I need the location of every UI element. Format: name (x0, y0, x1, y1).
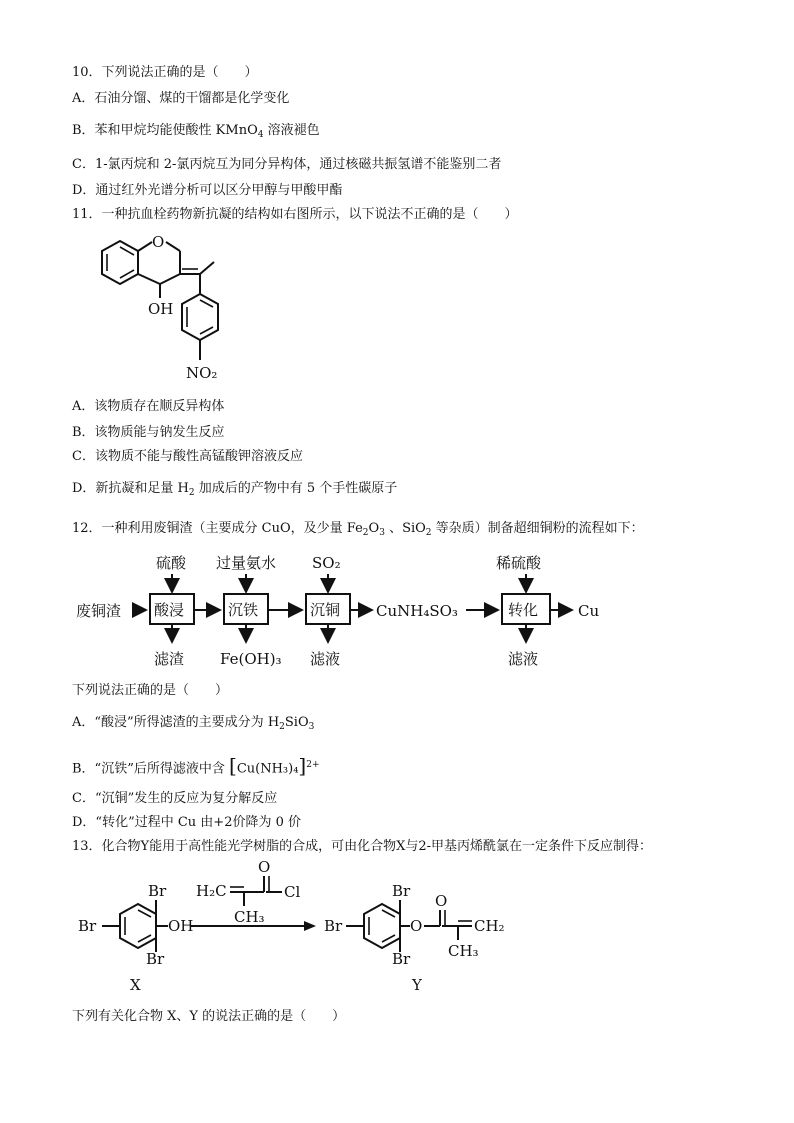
flow-in-1: 硫酸 (156, 554, 187, 572)
flow-step-3 (306, 554, 350, 668)
q12-option-c: C．“沉铜”发生的反应为复分解反应 (72, 791, 278, 806)
flow-in-2: 过量氨水 (216, 554, 277, 572)
q12-option-d: D．“转化”过程中 Cu 由+2价降为 0 价 (72, 815, 301, 830)
q11-o-label: O (152, 233, 165, 251)
q11-option-d: D．新抗凝和足量 $H_2$ 加成后的产物中有 5 个手性碳原子 (72, 481, 398, 498)
x-br-left: Br (78, 917, 97, 935)
x-oh: OH (168, 917, 194, 935)
q13-prompt: 下列有关化合物 X、Y 的说法正确的是（ ） (72, 1009, 346, 1024)
flow-in-4: 稀硫酸 (496, 554, 542, 572)
flow-box-4: 转化 (508, 601, 539, 619)
q12-stem: 12．一种利用废铜渣（主要成分 CuO，及少量 $Fe_2O_3$ 、SiO$_2$ 等杂质）制备超细铜粉的流程如下： (72, 521, 644, 538)
flow-box-1: 酸浸 (154, 601, 185, 619)
q11-structure (72, 226, 252, 396)
q10-option-d: D．通过红外光谱分析可以区分甲醇与甲酸甲酯 (72, 183, 343, 198)
flow-step-4 (496, 554, 550, 668)
flow-box-2: 沉铁 (228, 601, 259, 619)
flow-out-3: 滤液 (310, 650, 341, 668)
q13-reaction (72, 858, 532, 998)
q10-option-c: C．1-氯丙烷和 2-氯丙烷互为同分异构体，通过核磁共振氢谱不能鉴别二者 (72, 157, 502, 172)
y-br-left: Br (324, 917, 343, 935)
y-ch2: CH₂ (474, 917, 505, 935)
flow-out-2: Fe(OH)₃ (220, 650, 282, 668)
reagent-ch3: CH₃ (234, 908, 265, 926)
q10-option-b: B．苯和甲烷均能使酸性 KMnO$_4$ 溶液褪色 (72, 123, 320, 140)
q11-oh-label: OH (148, 300, 174, 318)
reagent-cl: Cl (284, 883, 301, 901)
x-br-bottom: Br (146, 950, 165, 968)
y-br-top: Br (392, 882, 411, 900)
q11-option-b: B．该物质能与钠发生反应 (72, 425, 225, 440)
q12-option-a: A．“酸浸”所得滤渣的主要成分为 $H_2SiO_3$ (72, 715, 315, 732)
q10-stem: 10．下列说法正确的是（ ） (72, 65, 258, 80)
y-ester-o: O (410, 917, 423, 935)
x-br-top: Br (148, 882, 167, 900)
flow-box-3: 沉铜 (310, 601, 341, 619)
q12-prompt: 下列说法正确的是（ ） (72, 683, 229, 698)
reagent-h2c: H₂C (196, 882, 227, 900)
y-carbonyl-o: O (435, 892, 448, 910)
q13-stem: 13．化合物Y能用于高性能光学树脂的合成，可由化合物X与2-甲基丙烯酰氯在一定条件下反应制得： (72, 839, 653, 854)
flow-end: Cu (578, 602, 600, 620)
q12-option-b: B．“沉铁”后所得滤液中含 $[Cu(NH_3)_4]^{2+}$ (72, 753, 320, 778)
q11-no2-label: NO₂ (186, 364, 218, 382)
y-ch3: CH₃ (448, 942, 479, 960)
flow-out-1: 滤渣 (154, 650, 185, 668)
q11-option-c: C．该物质不能与酸性高锰酸钾溶液反应 (72, 449, 303, 464)
q11-option-a: A．该物质存在顺反异构体 (72, 399, 225, 414)
reagent-o: O (258, 858, 271, 876)
flow-intermediate: CuNH₄SO₃ (376, 602, 458, 620)
label-y: Y (412, 976, 422, 994)
q10-option-a: A．石油分馏、煤的干馏都是化学变化 (72, 91, 290, 106)
flow-step-1 (150, 554, 194, 668)
label-x: X (130, 976, 141, 994)
y-br-bottom: Br (392, 950, 411, 968)
flow-out-4: 滤液 (508, 650, 539, 668)
q11-stem: 11．一种抗血栓药物新抗凝的结构如右图所示，以下说法不正确的是（ ） (72, 207, 518, 222)
q12-flowchart (72, 548, 632, 668)
flow-start: 废铜渣 (76, 602, 122, 620)
flow-in-3: SO₂ (312, 554, 341, 572)
